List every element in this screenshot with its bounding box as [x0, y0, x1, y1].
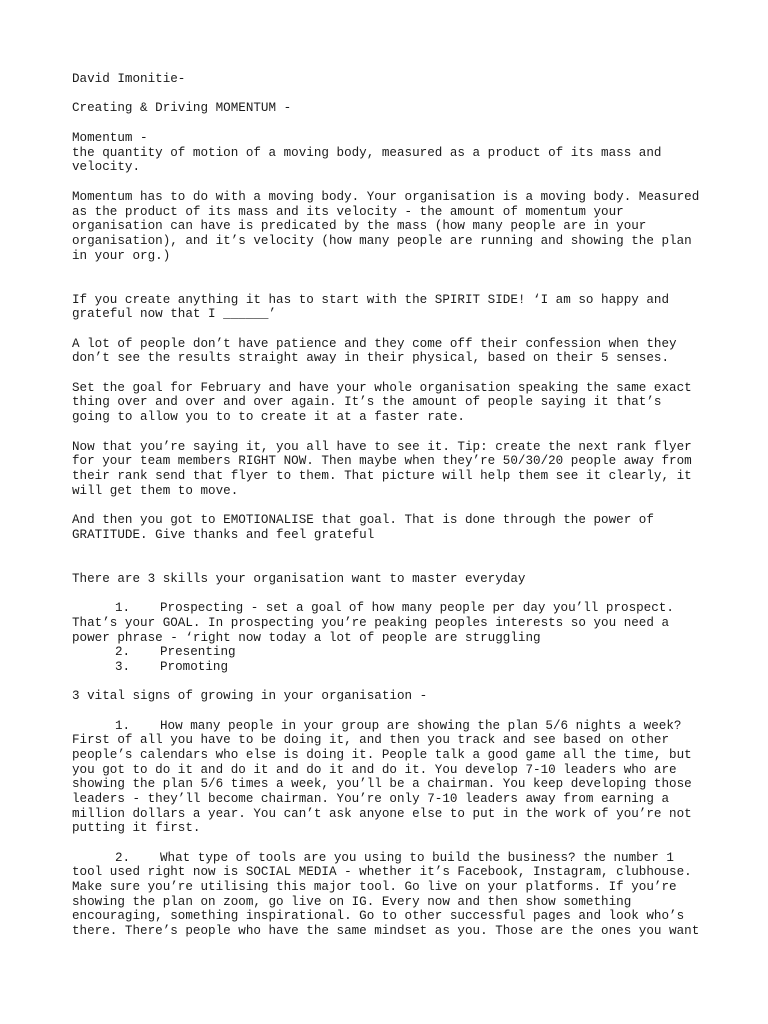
list-item-text: leaders - they’ll become chairman. You’re only 7-10 leaders away from earning a	[72, 792, 670, 806]
paragraph-line: And then you got to EMOTIONALISE that goal. That is done through the power of	[72, 513, 654, 527]
paragraph-line: will get them to move.	[72, 484, 239, 498]
paragraph-line: Now that you’re saying it, you all have to see it. Tip: create the next rank flyer	[72, 440, 692, 454]
paragraph-line: as the product of its mass and its velocity - the amount of momentum your	[72, 205, 624, 219]
list-item-text: Make sure you’re utilising this major tool. Go live on your platforms. If you’re	[72, 880, 677, 894]
paragraph-line: for your team members RIGHT NOW. Then maybe when they’re 50/30/20 people away from	[72, 454, 692, 468]
list-item-number: 3.	[115, 660, 131, 674]
list-item-text: Prospecting - set a goal of how many people per day you’ll prospect.	[160, 601, 674, 615]
section-heading: There are 3 skills your organisation want to master everyday	[72, 572, 526, 586]
list-item-text: putting it first.	[72, 821, 201, 835]
paragraph-line: their rank send that flyer to them. That picture will help them see it clearly, it	[72, 469, 692, 483]
paragraph-line: grateful now that I ______’	[72, 307, 277, 321]
list-item-text: That’s your GOAL. In prospecting you’re peaking peoples interests so you need a	[72, 616, 670, 630]
definition-line: velocity.	[72, 160, 141, 174]
paragraph-line: organisation can have is predicated by the mass (how many people are in your	[72, 219, 647, 233]
paragraph-line: going to allow you to to create it at a faster rate.	[72, 410, 465, 424]
paragraph-line: organisation), and it’s velocity (how many people are running and showing the plan	[72, 234, 692, 248]
list-item-text: First of all you have to be doing it, and then you track and see based on other	[72, 733, 670, 747]
paragraph-line: If you create anything it has to start with the SPIRIT SIDE! ‘I am so happy and	[72, 293, 670, 307]
list-item-text: million dollars a year. You can’t ask anyone else to put in the work of you’re not	[72, 807, 692, 821]
paragraph-line: don’t see the results straight away in their physical, based on their 5 senses.	[72, 351, 670, 365]
paragraph-line: Momentum has to do with a moving body. Your organisation is a moving body. Measured	[72, 190, 700, 204]
list-item-number: 2.	[115, 645, 131, 659]
document-title: Creating & Driving MOMENTUM -	[72, 101, 292, 115]
paragraph-line: A lot of people don’t have patience and they come off their confession when they	[72, 337, 677, 351]
list-item-number: 2.	[115, 851, 131, 865]
list-item-text: people’s calendars who else is doing it. People talk a good game all the time, but	[72, 748, 692, 762]
list-item-number: 1.	[115, 601, 131, 615]
definition-line: the quantity of motion of a moving body, measured as a product of its mass and	[72, 146, 662, 160]
list-item-text: showing the plan 5/6 times a week, you’ll be a chairman. You keep developing those	[72, 777, 692, 791]
list-item-text: tool used right now is SOCIAL MEDIA - whether it’s Facebook, Instagram, clubhouse.	[72, 865, 692, 879]
list-item-text: What type of tools are you using to build the business? the number 1	[160, 851, 674, 865]
list-item-text: there. There’s people who have the same mindset as you. Those are the ones you want	[72, 924, 700, 938]
list-item-text: you got to do it and do it and do it and do it. You develop 7-10 leaders who are	[72, 763, 677, 777]
list-item-text: encouraging, something inspirational. Go to other successful pages and look who’s	[72, 909, 685, 923]
definition-term: Momentum -	[72, 131, 148, 145]
paragraph-line: Set the goal for February and have your whole organisation speaking the same exact	[72, 381, 692, 395]
section-heading: 3 vital signs of growing in your organisation -	[72, 689, 428, 703]
paragraph-line: in your org.)	[72, 249, 171, 263]
list-item-text: Promoting	[160, 660, 229, 674]
list-item-text: How many people in your group are showing the plan 5/6 nights a week?	[160, 719, 682, 733]
list-item-number: 1.	[115, 719, 131, 733]
paragraph-line: GRATITUDE. Give thanks and feel grateful	[72, 528, 375, 542]
list-item-text: Presenting	[160, 645, 236, 659]
author-line: David Imonitie-	[72, 72, 186, 86]
paragraph-line: thing over and over and over again. It’s the amount of people saying it that’s	[72, 395, 662, 409]
list-item-text: power phrase - ‘right now today a lot of people are struggling	[72, 631, 541, 645]
list-item-text: showing the plan on zoom, go live on IG. Every now and then show something	[72, 895, 632, 909]
